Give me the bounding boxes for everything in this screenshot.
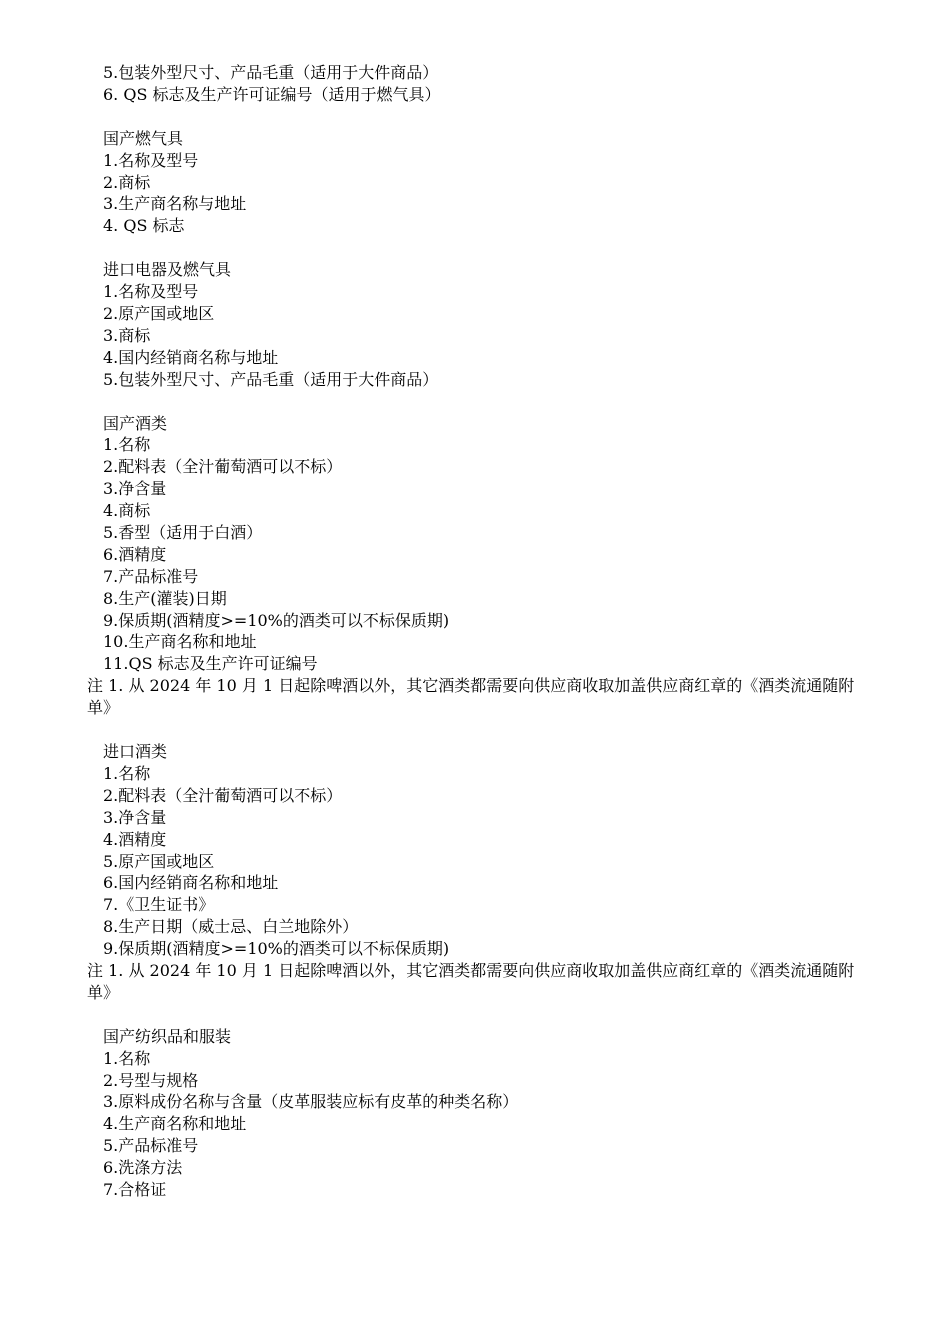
section-heading: 国产纺织品和服装	[103, 1026, 232, 1046]
section-heading: 进口电器及燃气具	[103, 260, 232, 280]
blank-line	[0, 1004, 950, 1026]
list-item: 11.QS 标志及生产许可证编号	[103, 654, 318, 674]
list-item: 5.原产国或地区	[103, 851, 215, 871]
list-item: 6.酒精度	[103, 544, 167, 564]
list-item: 2.原产国或地区	[103, 304, 215, 324]
list-item: 1.名称及型号	[103, 282, 199, 302]
note-text: 注 1. 从 2024 年 10 月 1 日起除啤酒以外，其它酒类都需要向供应商收取加盖供应商红章的《酒类流通随附单》	[87, 676, 855, 718]
list-item: 8.生产(灌装)日期	[103, 588, 227, 608]
list-item: 5.包装外型尺寸、产品毛重（适用于大件商品）	[103, 63, 439, 82]
list-item: 7.产品标准号	[103, 566, 199, 586]
list-item: 2.配料表（全汁葡萄酒可以不标）	[103, 785, 343, 805]
list-item: 9.保质期(酒精度>=10%的酒类可以不标保质期)	[103, 610, 450, 630]
note-text: 注 1. 从 2024 年 10 月 1 日起除啤酒以外，其它酒类都需要向供应商收取加盖供应商红章的《酒类流通随附单》	[87, 960, 855, 1002]
list-item: 2.号型与规格	[103, 1070, 199, 1090]
list-item: 4.酒精度	[103, 829, 167, 849]
list-item: 8.生产日期（威士忌、白兰地除外）	[103, 917, 359, 937]
blank-line	[0, 391, 950, 413]
list-item: 7.《卫生证书》	[103, 895, 215, 915]
blank-line	[0, 719, 950, 741]
list-item: 1.名称	[103, 763, 151, 783]
list-item: 5.香型（适用于白酒）	[103, 523, 263, 543]
list-item: 4.商标	[103, 501, 151, 521]
list-item: 5.产品标准号	[103, 1136, 199, 1156]
list-item: 3.生产商名称与地址	[103, 194, 247, 214]
list-item: 6.洗涤方法	[103, 1158, 183, 1178]
document-body	[0, 62, 950, 1201]
list-item: 7.合格证	[103, 1180, 167, 1200]
list-item: 1.名称	[103, 435, 151, 455]
list-item: 2.商标	[103, 172, 151, 192]
section-heading: 进口酒类	[103, 742, 168, 762]
list-item: 4.国内经销商名称与地址	[103, 347, 279, 367]
list-item: 3.净含量	[103, 807, 167, 827]
list-item: 2.配料表（全汁葡萄酒可以不标）	[103, 457, 343, 477]
list-item: 1.名称	[103, 1048, 151, 1068]
list-item: 4.生产商名称和地址	[103, 1114, 247, 1134]
list-item: 4. QS 标志	[103, 216, 185, 236]
blank-line	[0, 106, 950, 128]
list-item: 9.保质期(酒精度>=10%的酒类可以不标保质期)	[103, 939, 450, 959]
list-item: 1.名称及型号	[103, 150, 199, 170]
list-item: 3.净含量	[103, 479, 167, 499]
list-item: 6.国内经销商名称和地址	[103, 873, 279, 893]
list-item: 3.原料成份名称与含量（皮革服装应标有皮革的种类名称）	[103, 1092, 519, 1112]
blank-line	[0, 237, 950, 259]
list-item: 6. QS 标志及生产许可证编号（适用于燃气具）	[103, 84, 441, 104]
list-item: 5.包装外型尺寸、产品毛重（适用于大件商品）	[103, 369, 439, 389]
section-heading: 国产酒类	[103, 413, 168, 433]
section-heading: 国产燃气具	[103, 128, 184, 148]
list-item: 10.生产商名称和地址	[103, 632, 257, 652]
list-item: 3.商标	[103, 325, 151, 345]
